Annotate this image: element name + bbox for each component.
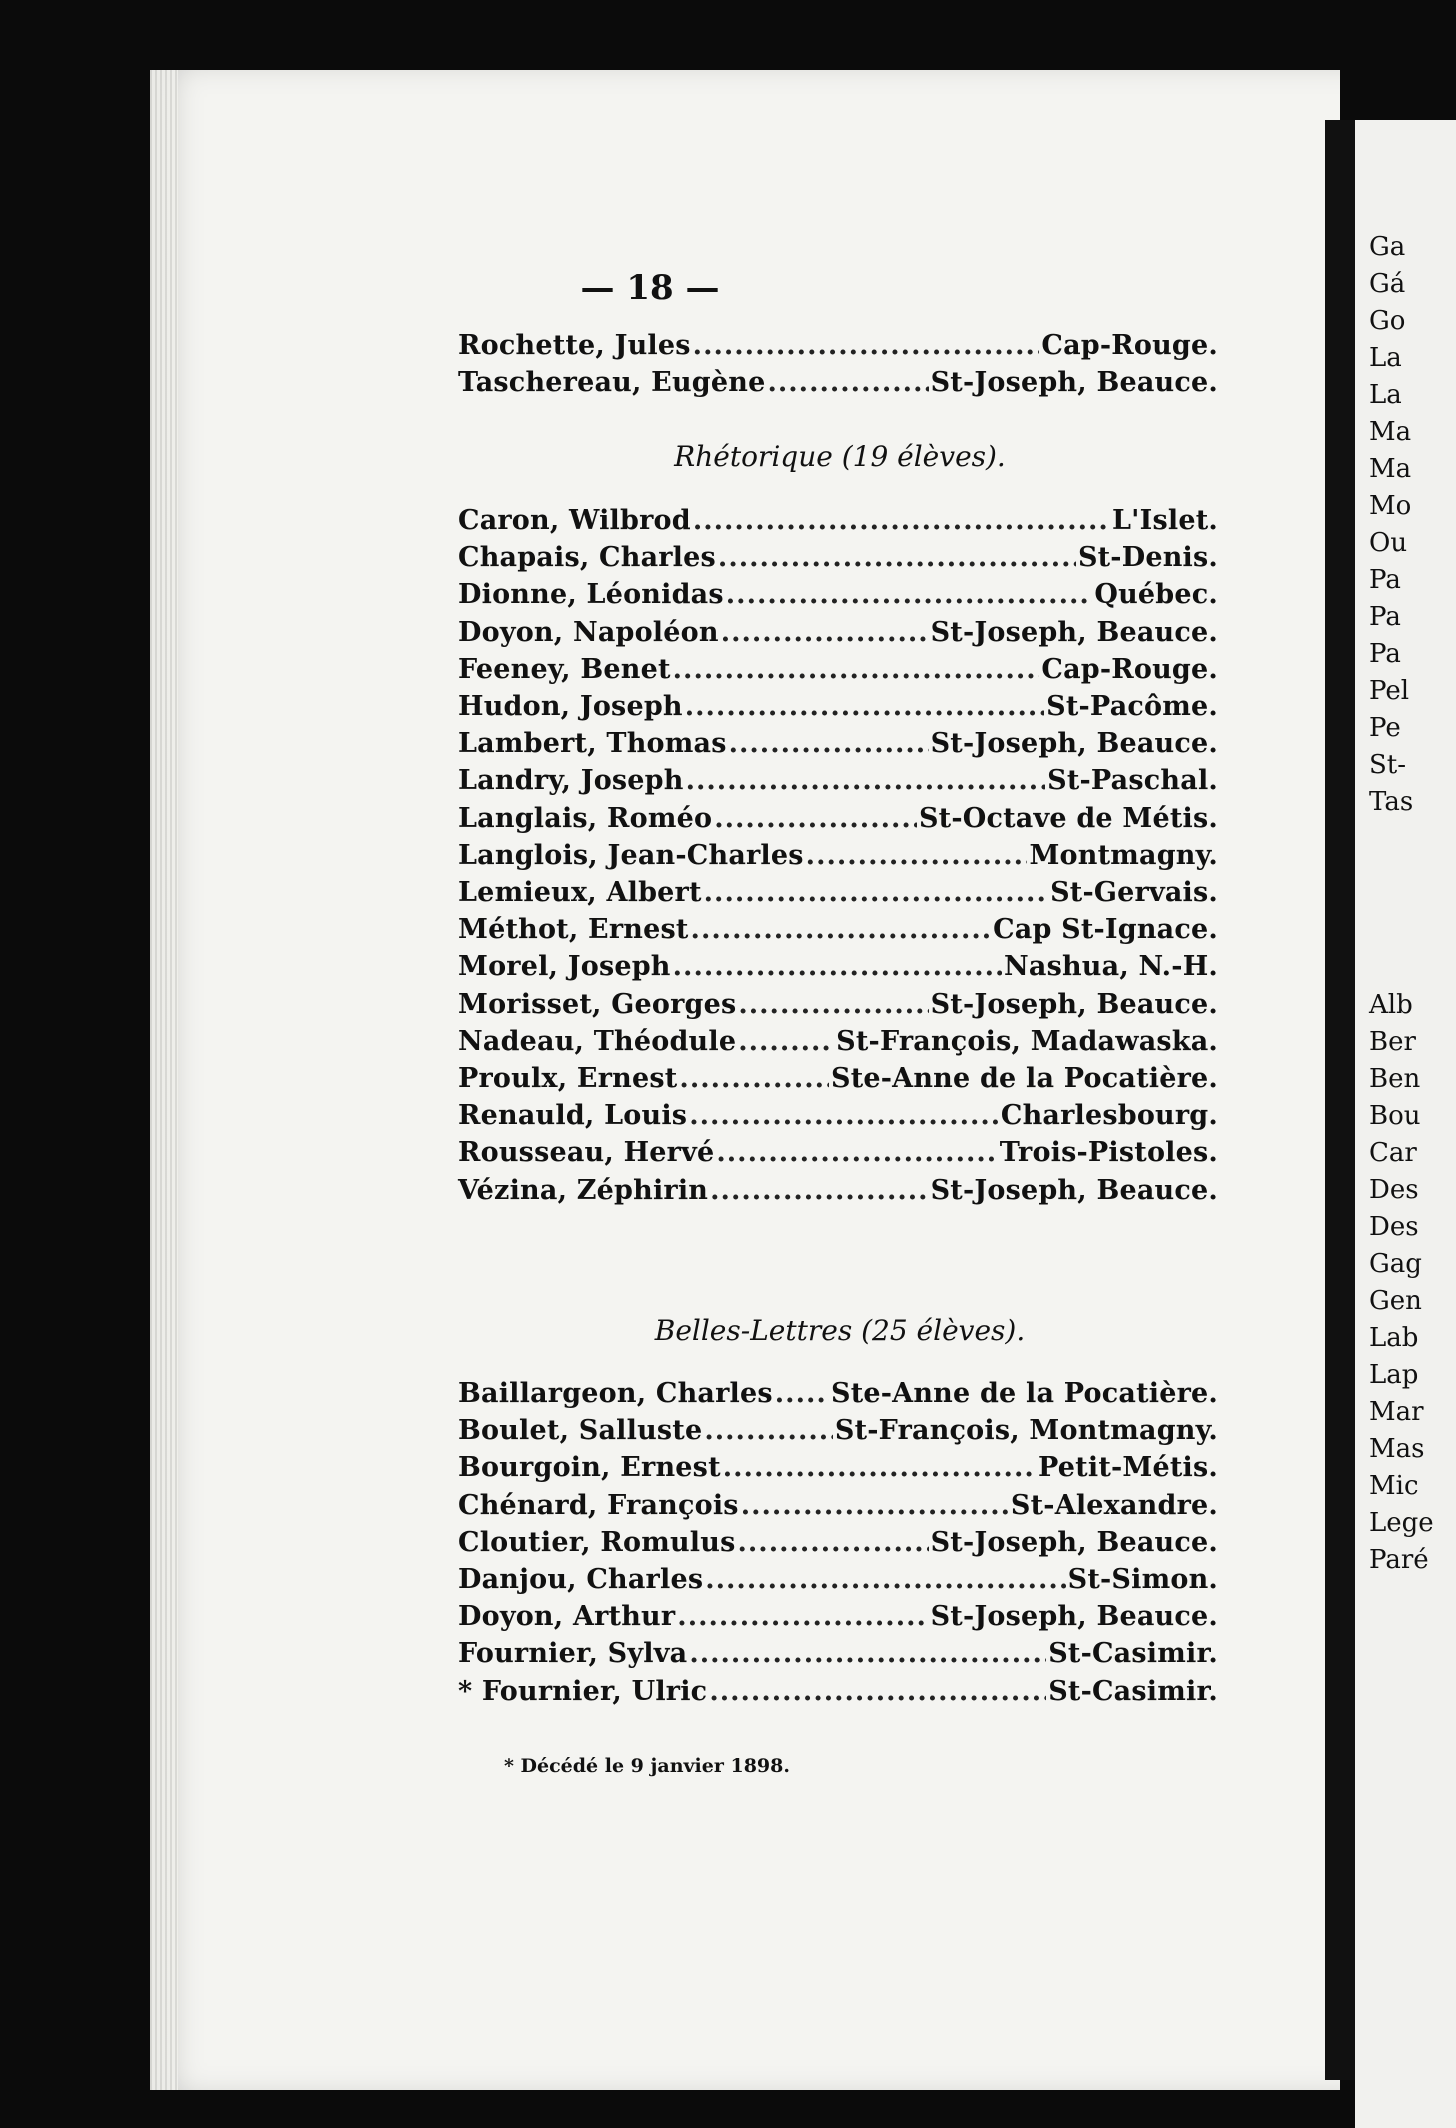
student-name: Hudon, Joseph bbox=[458, 691, 683, 722]
leader-dots bbox=[710, 1175, 928, 1206]
student-hometown: St-Joseph, Beauce. bbox=[930, 728, 1218, 760]
student-name: Caron, Wilbrod bbox=[458, 505, 691, 536]
list-item bbox=[458, 765, 1218, 801]
student-name: Renauld, Louis bbox=[458, 1100, 688, 1132]
facing-page-text-fragment: Bou bbox=[1369, 1101, 1421, 1131]
student-name: Boulet, Salluste bbox=[458, 1415, 703, 1447]
student-hometown: Cap St-Ignace. bbox=[993, 914, 1218, 946]
leader-dots bbox=[721, 617, 929, 648]
leader-dots bbox=[726, 579, 1093, 610]
facing-page-text-fragment: Ben bbox=[1369, 1064, 1421, 1094]
student-name: Rousseau, Hervé bbox=[458, 1137, 715, 1169]
student-name: Lambert, Thomas bbox=[458, 728, 727, 760]
leader-dots bbox=[767, 367, 928, 398]
list-item bbox=[458, 691, 1218, 727]
student-hometown: Trois-Pistoles. bbox=[999, 1137, 1218, 1169]
list-item bbox=[458, 1527, 1218, 1563]
student-hometown: St-François, Madawaska. bbox=[836, 1025, 1218, 1057]
facing-page-text-fragment: Go bbox=[1369, 306, 1406, 336]
section-heading: Belles-Lettres (25 élèves). bbox=[654, 1314, 1026, 1347]
student-hometown: St-Pacôme. bbox=[1046, 691, 1218, 722]
list-item bbox=[458, 1638, 1218, 1674]
student-hometown: St-Joseph, Beauce. bbox=[930, 616, 1218, 648]
student-hometown: St-Octave de Métis. bbox=[918, 802, 1218, 834]
leader-dots bbox=[723, 1452, 1036, 1483]
student-hometown: Petit-Métis. bbox=[1038, 1452, 1218, 1484]
leader-dots bbox=[686, 765, 1046, 796]
list-item bbox=[458, 1063, 1218, 1099]
facing-page-text-fragment: Pa bbox=[1369, 602, 1401, 632]
list-item bbox=[458, 989, 1218, 1025]
leader-dots bbox=[718, 542, 1076, 573]
facing-page-text-fragment: Alb bbox=[1369, 990, 1413, 1020]
student-name: Morel, Joseph bbox=[458, 951, 671, 983]
facing-page-text-fragment: Des bbox=[1369, 1175, 1419, 1205]
facing-page-text-fragment: Gen bbox=[1369, 1286, 1422, 1316]
facing-page-text-fragment: Ga bbox=[1369, 232, 1406, 262]
leader-dots bbox=[704, 877, 1048, 908]
leader-dots bbox=[714, 803, 917, 834]
leader-dots bbox=[673, 951, 1002, 982]
facing-page bbox=[1355, 120, 1456, 2128]
student-hometown: St-Denis. bbox=[1077, 542, 1218, 574]
student-name: Lemieux, Albert bbox=[458, 877, 702, 908]
list-item bbox=[458, 728, 1218, 764]
leader-dots bbox=[775, 1378, 829, 1409]
leader-dots bbox=[673, 654, 1040, 685]
list-item bbox=[458, 1452, 1218, 1488]
leader-dots bbox=[738, 989, 928, 1020]
list-item bbox=[458, 505, 1218, 541]
facing-page-text-fragment: Ber bbox=[1369, 1027, 1416, 1057]
facing-page-text-fragment: Tas bbox=[1369, 787, 1414, 817]
student-hometown: L'Islet. bbox=[1112, 505, 1218, 536]
book-gutter bbox=[1325, 120, 1355, 2080]
list-item bbox=[458, 330, 1218, 366]
facing-page-text-fragment: Gá bbox=[1369, 269, 1406, 299]
leader-dots bbox=[741, 1490, 1009, 1521]
student-name: Cloutier, Romulus bbox=[458, 1526, 736, 1558]
list-item bbox=[458, 1490, 1218, 1526]
leader-dots bbox=[716, 1137, 997, 1168]
list-item bbox=[458, 617, 1218, 653]
facing-page-text-fragment: La bbox=[1369, 343, 1402, 373]
student-name: Chapais, Charles bbox=[458, 542, 716, 574]
facing-page-text-fragment: Ou bbox=[1369, 528, 1408, 558]
section-heading: Rhétorique (19 élèves). bbox=[674, 440, 1006, 473]
student-hometown: Cap-Rouge. bbox=[1041, 330, 1218, 361]
student-hometown: St-Paschal. bbox=[1047, 765, 1218, 797]
student-name: Nadeau, Théodule bbox=[458, 1025, 737, 1057]
leader-dots bbox=[729, 728, 929, 759]
leader-dots bbox=[693, 505, 1110, 536]
student-name: Danjou, Charles bbox=[458, 1564, 704, 1595]
student-hometown: St-Joseph, Beauce. bbox=[930, 1601, 1218, 1633]
list-item bbox=[458, 542, 1218, 578]
student-hometown: St-Joseph, Beauce. bbox=[930, 1174, 1218, 1206]
facing-page-text-fragment: Ma bbox=[1369, 417, 1412, 447]
facing-page-text-fragment: Mic bbox=[1369, 1471, 1419, 1501]
leader-dots bbox=[679, 1063, 829, 1094]
leader-dots bbox=[806, 840, 1028, 871]
page-edge-stack bbox=[150, 70, 178, 2090]
student-name: Rochette, Jules bbox=[458, 330, 691, 361]
student-hometown: Montmagny. bbox=[1029, 839, 1218, 871]
leader-dots bbox=[691, 914, 992, 945]
leader-dots bbox=[685, 691, 1044, 722]
facing-page-text-fragment: Mar bbox=[1369, 1397, 1424, 1427]
facing-page-text-fragment: Paré bbox=[1369, 1545, 1429, 1575]
student-name: Langlais, Roméo bbox=[458, 802, 713, 834]
facing-page-text-fragment: Des bbox=[1369, 1212, 1419, 1242]
student-name: Langlois, Jean-Charles bbox=[458, 839, 804, 871]
student-name: Bourgoin, Ernest bbox=[458, 1452, 721, 1484]
list-item bbox=[458, 1175, 1218, 1211]
student-hometown: Ste-Anne de la Pocatière. bbox=[831, 1378, 1218, 1409]
list-item bbox=[458, 1676, 1218, 1712]
student-hometown: Nashua, N.-H. bbox=[1004, 951, 1218, 983]
student-hometown: St-Simon. bbox=[1067, 1564, 1218, 1595]
student-hometown: St-Casimir. bbox=[1048, 1638, 1218, 1670]
facing-page-text-fragment: Pa bbox=[1369, 565, 1401, 595]
student-hometown: St-François, Montmagny. bbox=[834, 1415, 1218, 1447]
list-item bbox=[458, 1378, 1218, 1414]
student-name: Doyon, Napoléon bbox=[458, 616, 719, 648]
facing-page-text-fragment: St- bbox=[1369, 750, 1407, 780]
leader-dots bbox=[738, 1527, 929, 1558]
student-name: Méthot, Ernest bbox=[458, 914, 689, 946]
leader-dots bbox=[705, 1564, 1065, 1595]
student-name: Fournier, Sylva bbox=[458, 1638, 688, 1670]
student-name: Doyon, Arthur bbox=[458, 1601, 676, 1633]
list-item bbox=[458, 803, 1218, 839]
student-hometown: St-Joseph, Beauce. bbox=[930, 988, 1218, 1020]
facing-page-text-fragment: Ma bbox=[1369, 454, 1412, 484]
facing-page-text-fragment: Gag bbox=[1369, 1249, 1422, 1279]
student-name: Morisset, Georges bbox=[458, 988, 737, 1020]
list-item bbox=[458, 951, 1218, 987]
leader-dots bbox=[709, 1676, 1046, 1707]
student-hometown: Charlesbourg. bbox=[1000, 1100, 1218, 1132]
facing-page-text-fragment: Pel bbox=[1369, 676, 1410, 706]
student-hometown: Cap-Rouge. bbox=[1041, 653, 1218, 685]
leader-dots bbox=[677, 1601, 928, 1632]
student-hometown: Québec. bbox=[1094, 579, 1218, 611]
list-item bbox=[458, 1564, 1218, 1600]
facing-page-text-fragment: La bbox=[1369, 380, 1402, 410]
facing-page-text-fragment: Mas bbox=[1369, 1434, 1425, 1464]
leader-dots bbox=[738, 1026, 834, 1057]
student-name: Vézina, Zéphirin bbox=[458, 1174, 709, 1206]
list-item bbox=[458, 654, 1218, 690]
student-name: Dionne, Léonidas bbox=[458, 579, 724, 611]
student-name: Taschereau, Eugène bbox=[458, 367, 766, 399]
student-hometown: St-Joseph, Beauce. bbox=[930, 1526, 1218, 1558]
student-name: Baillargeon, Charles bbox=[458, 1378, 773, 1409]
student-name: Chénard, François bbox=[458, 1489, 739, 1521]
leader-dots bbox=[704, 1415, 833, 1446]
student-name: Feeney, Benet bbox=[458, 653, 671, 685]
facing-page-text-fragment: Lap bbox=[1369, 1360, 1419, 1390]
list-item bbox=[458, 1415, 1218, 1451]
student-hometown: St-Gervais. bbox=[1050, 877, 1218, 908]
list-item bbox=[458, 840, 1218, 876]
leader-dots bbox=[689, 1100, 999, 1131]
student-hometown: St-Joseph, Beauce. bbox=[930, 367, 1218, 399]
facing-page-text-fragment: Lege bbox=[1369, 1508, 1434, 1538]
list-item bbox=[458, 1100, 1218, 1136]
student-hometown: St-Alexandre. bbox=[1010, 1489, 1218, 1521]
student-name: * Fournier, Ulric bbox=[458, 1675, 708, 1707]
list-item bbox=[458, 877, 1218, 913]
facing-page-text-fragment: Car bbox=[1369, 1138, 1417, 1168]
list-item bbox=[458, 579, 1218, 615]
facing-page-text-fragment: Mo bbox=[1369, 491, 1412, 521]
facing-page-text-fragment: Pa bbox=[1369, 639, 1401, 669]
leader-dots bbox=[689, 1638, 1046, 1669]
facing-page-text-fragment: Pe bbox=[1369, 713, 1401, 743]
facing-page-text-fragment: Lab bbox=[1369, 1323, 1419, 1353]
list-item bbox=[458, 367, 1218, 403]
list-item bbox=[458, 1026, 1218, 1062]
student-name: Proulx, Ernest bbox=[458, 1063, 678, 1094]
student-name: Landry, Joseph bbox=[458, 765, 684, 797]
list-item bbox=[458, 1601, 1218, 1637]
leader-dots bbox=[693, 330, 1040, 361]
student-hometown: St-Casimir. bbox=[1048, 1675, 1218, 1707]
list-item bbox=[458, 914, 1218, 950]
footnote: * Décédé le 9 janvier 1898. bbox=[504, 1755, 790, 1777]
list-item bbox=[458, 1137, 1218, 1173]
page-number: — 18 — bbox=[580, 268, 720, 308]
student-hometown: Ste-Anne de la Pocatière. bbox=[831, 1063, 1218, 1094]
